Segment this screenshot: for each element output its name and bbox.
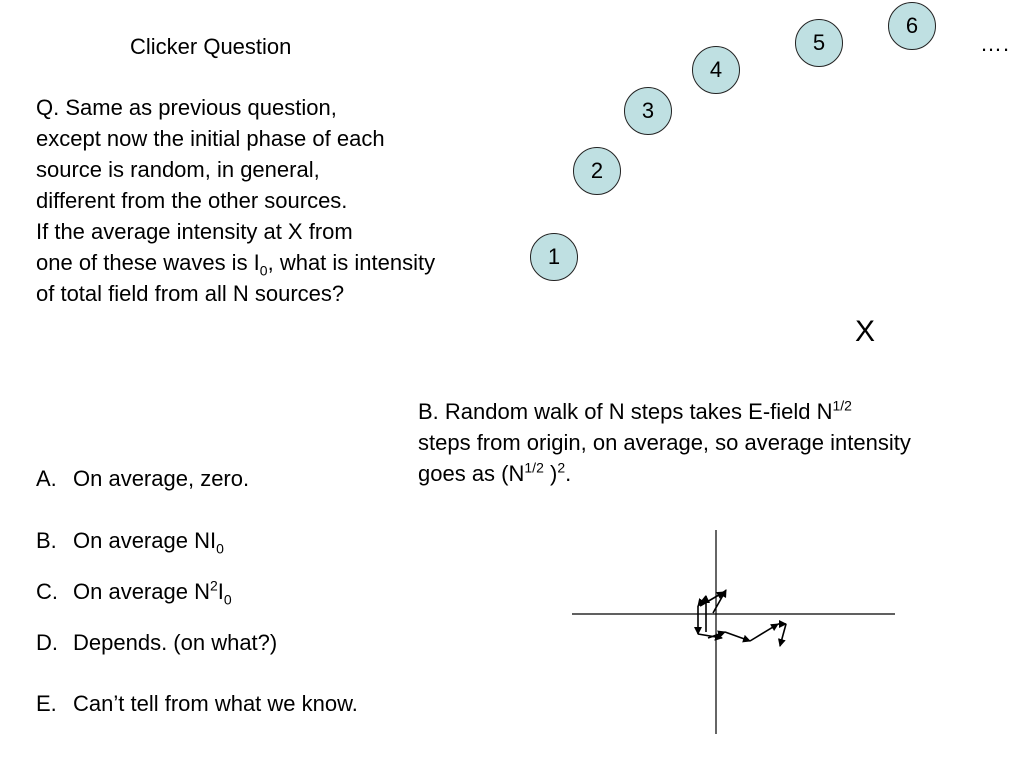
phasor-arrow-4 xyxy=(780,624,786,646)
explanation-line-3: goes as ($N^{1/2}$ )$^2$. xyxy=(418,459,572,486)
question-line-6: one of these waves is $I_0$, what is intensity xyxy=(36,250,436,279)
source-4: 4 xyxy=(692,46,740,94)
phasor-arrows xyxy=(698,590,786,646)
option-c: C. On average $N^2I_0$ xyxy=(36,577,232,608)
slide-title: Clicker Question xyxy=(130,34,292,59)
question-line-4: different from the other sources. xyxy=(36,188,348,213)
option-b: B. On average $NI_0$ xyxy=(36,528,224,557)
option-e: E. Can’t tell from what we know. xyxy=(36,691,358,716)
question-line-2: except now the initial phase of each xyxy=(36,126,385,151)
question-line-7: of total field from all N sources? xyxy=(36,281,345,306)
question-line-1: Q. Same as previous question, xyxy=(36,95,337,120)
source-5: 5 xyxy=(795,19,843,67)
random-walk-diagram xyxy=(560,520,905,740)
option-a: A. On average, zero. xyxy=(36,466,250,491)
ellipsis: …. xyxy=(980,31,1011,56)
explanation-line-1: B. Random walk of N steps takes E-field $N^{1/2}$ xyxy=(418,397,852,424)
explanation-text xyxy=(418,396,911,489)
observation-point-x: X xyxy=(855,315,876,348)
source-6: 6 xyxy=(888,2,936,50)
phasor-arrow-7 xyxy=(713,590,726,613)
source-1: 1 xyxy=(530,233,578,281)
option-d: D. Depends. (on what?) xyxy=(36,630,278,655)
phasor-arrow-2 xyxy=(750,624,778,641)
question-text xyxy=(36,92,435,309)
question-line-3: source is random, in general, xyxy=(36,157,320,182)
explanation-line-2: steps from origin, on average, so average intensity xyxy=(418,430,911,455)
source-2: 2 xyxy=(573,147,621,195)
source-3: 3 xyxy=(624,87,672,135)
question-line-5: If the average intensity at X from xyxy=(36,219,353,244)
